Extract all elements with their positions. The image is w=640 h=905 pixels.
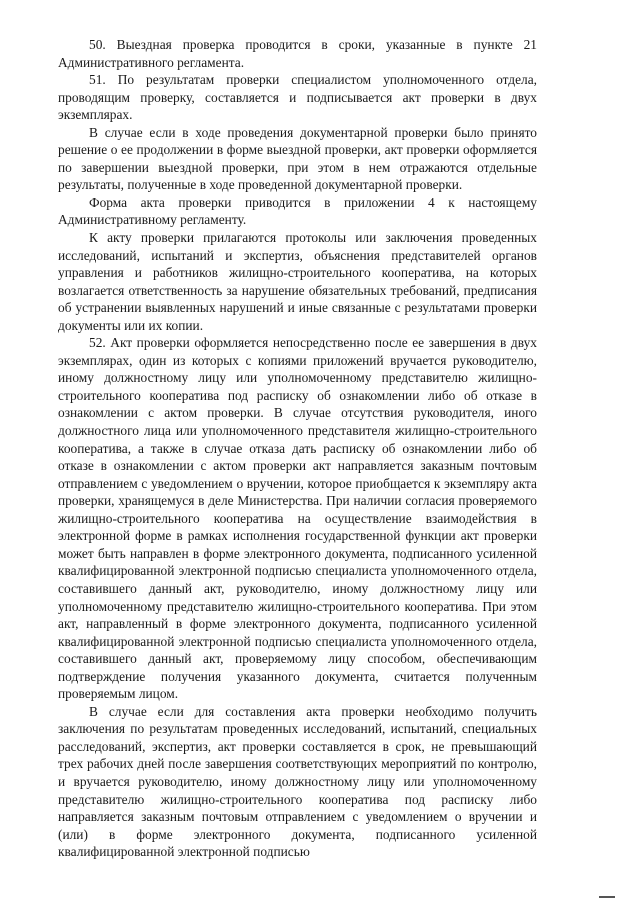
- scan-edge-mark: [599, 896, 615, 898]
- paragraph-act-form: Форма акта проверки приводится в приложении 4 к настоящему Административному регламенту.: [58, 194, 537, 228]
- paragraph-50: 50. Выездная проверка проводится в сроки, указанные в пункте 21 Административного регламента.: [58, 37, 537, 70]
- paragraph-documentary-continuation: В случае если в ходе проведения документарной проверки было принято решение о ее продолжении в форме выездной проверки, акт проверки оформляется по завершении выездной проверки, при этом в нем отражаются отдельные результаты, полученные в ходе проведенной документарной проверки.: [58, 124, 537, 193]
- paragraph-expertise-deadline: В случае если для составления акта проверки необходимо получить заключения по результатам проведенных исследований, испытаний, специальных расследований, экспертиз, акт проверки составляется в срок, не превышающий трех рабочих дней после завершения соответствующих мероприятий по контролю, и вручается руководителю, иному должностному лицу или уполномоченному представителю жилищно-строительного кооператива под расписку либо направляется заказным почтовым отправлением с уведомлением о вручении и (или) в форме электронного документа, подписанного усиленной квалифицированной электронной подписью: [58, 703, 537, 860]
- paragraph-51: 51. По результатам проверки специалистом уполномоченного отдела, проводящим проверку, составляется и подписывается акт проверки в двух экземплярах.: [58, 72, 537, 123]
- paragraph-act-attachments: К акту проверки прилагаются протоколы или заключения проведенных исследований, испытаний и экспертиз, объяснения представителей органов управления и работников жилищно-строительного кооператива, на которых возлагается ответственность за нарушение обязательных требований, предписания об устранении выявленных нарушений и иные связанные с результатами проверки документы или их копии.: [58, 230, 537, 333]
- paragraph-52: 52. Акт проверки оформляется непосредственно после ее завершения в двух экземплярах, один из которых с копиями приложений вручается руководителю, иному должностному лицу или уполномоченному представителю жилищно-строительного кооператива под расписку об ознакомлении либо об отказе в ознакомлении с актом проверки. В случае отсутствия руководителя, иного должностного лица или уполномоченного представителя жилищно-строительного кооператива, а также в случае отказа дать расписку об ознакомлении либо об отказе в ознакомлении с актом проверки акт направляется заказным почтовым отправлением с уведомлением о вручении, которое приобщается к экземпляру акта проверки, хранящемуся в деле Министерства. При наличии согласия проверяемого жилищно-строительного кооператива на осуществление взаимодействия в электронной форме в рамках исполнения государственной функции акт проверки может быть направлен в форме электронного документа, подписанного усиленной квалифицированной электронной подписью специалиста уполномоченного отдела, составившего данный акт, руководителю, иному должностному лицу или уполномоченному представителю жилищно-строительного кооператива. При этом акт, направленный в форме электронного документа, подписанного усиленной квалифицированной электронной подписью специалиста уполномоченного отдела, составившего данный акт, проверяемому лицу способом, обеспечивающим подтверждение получения указанного документа, считается полученным проверяемым лицом.: [58, 335, 537, 702]
- document-body: [58, 36, 537, 861]
